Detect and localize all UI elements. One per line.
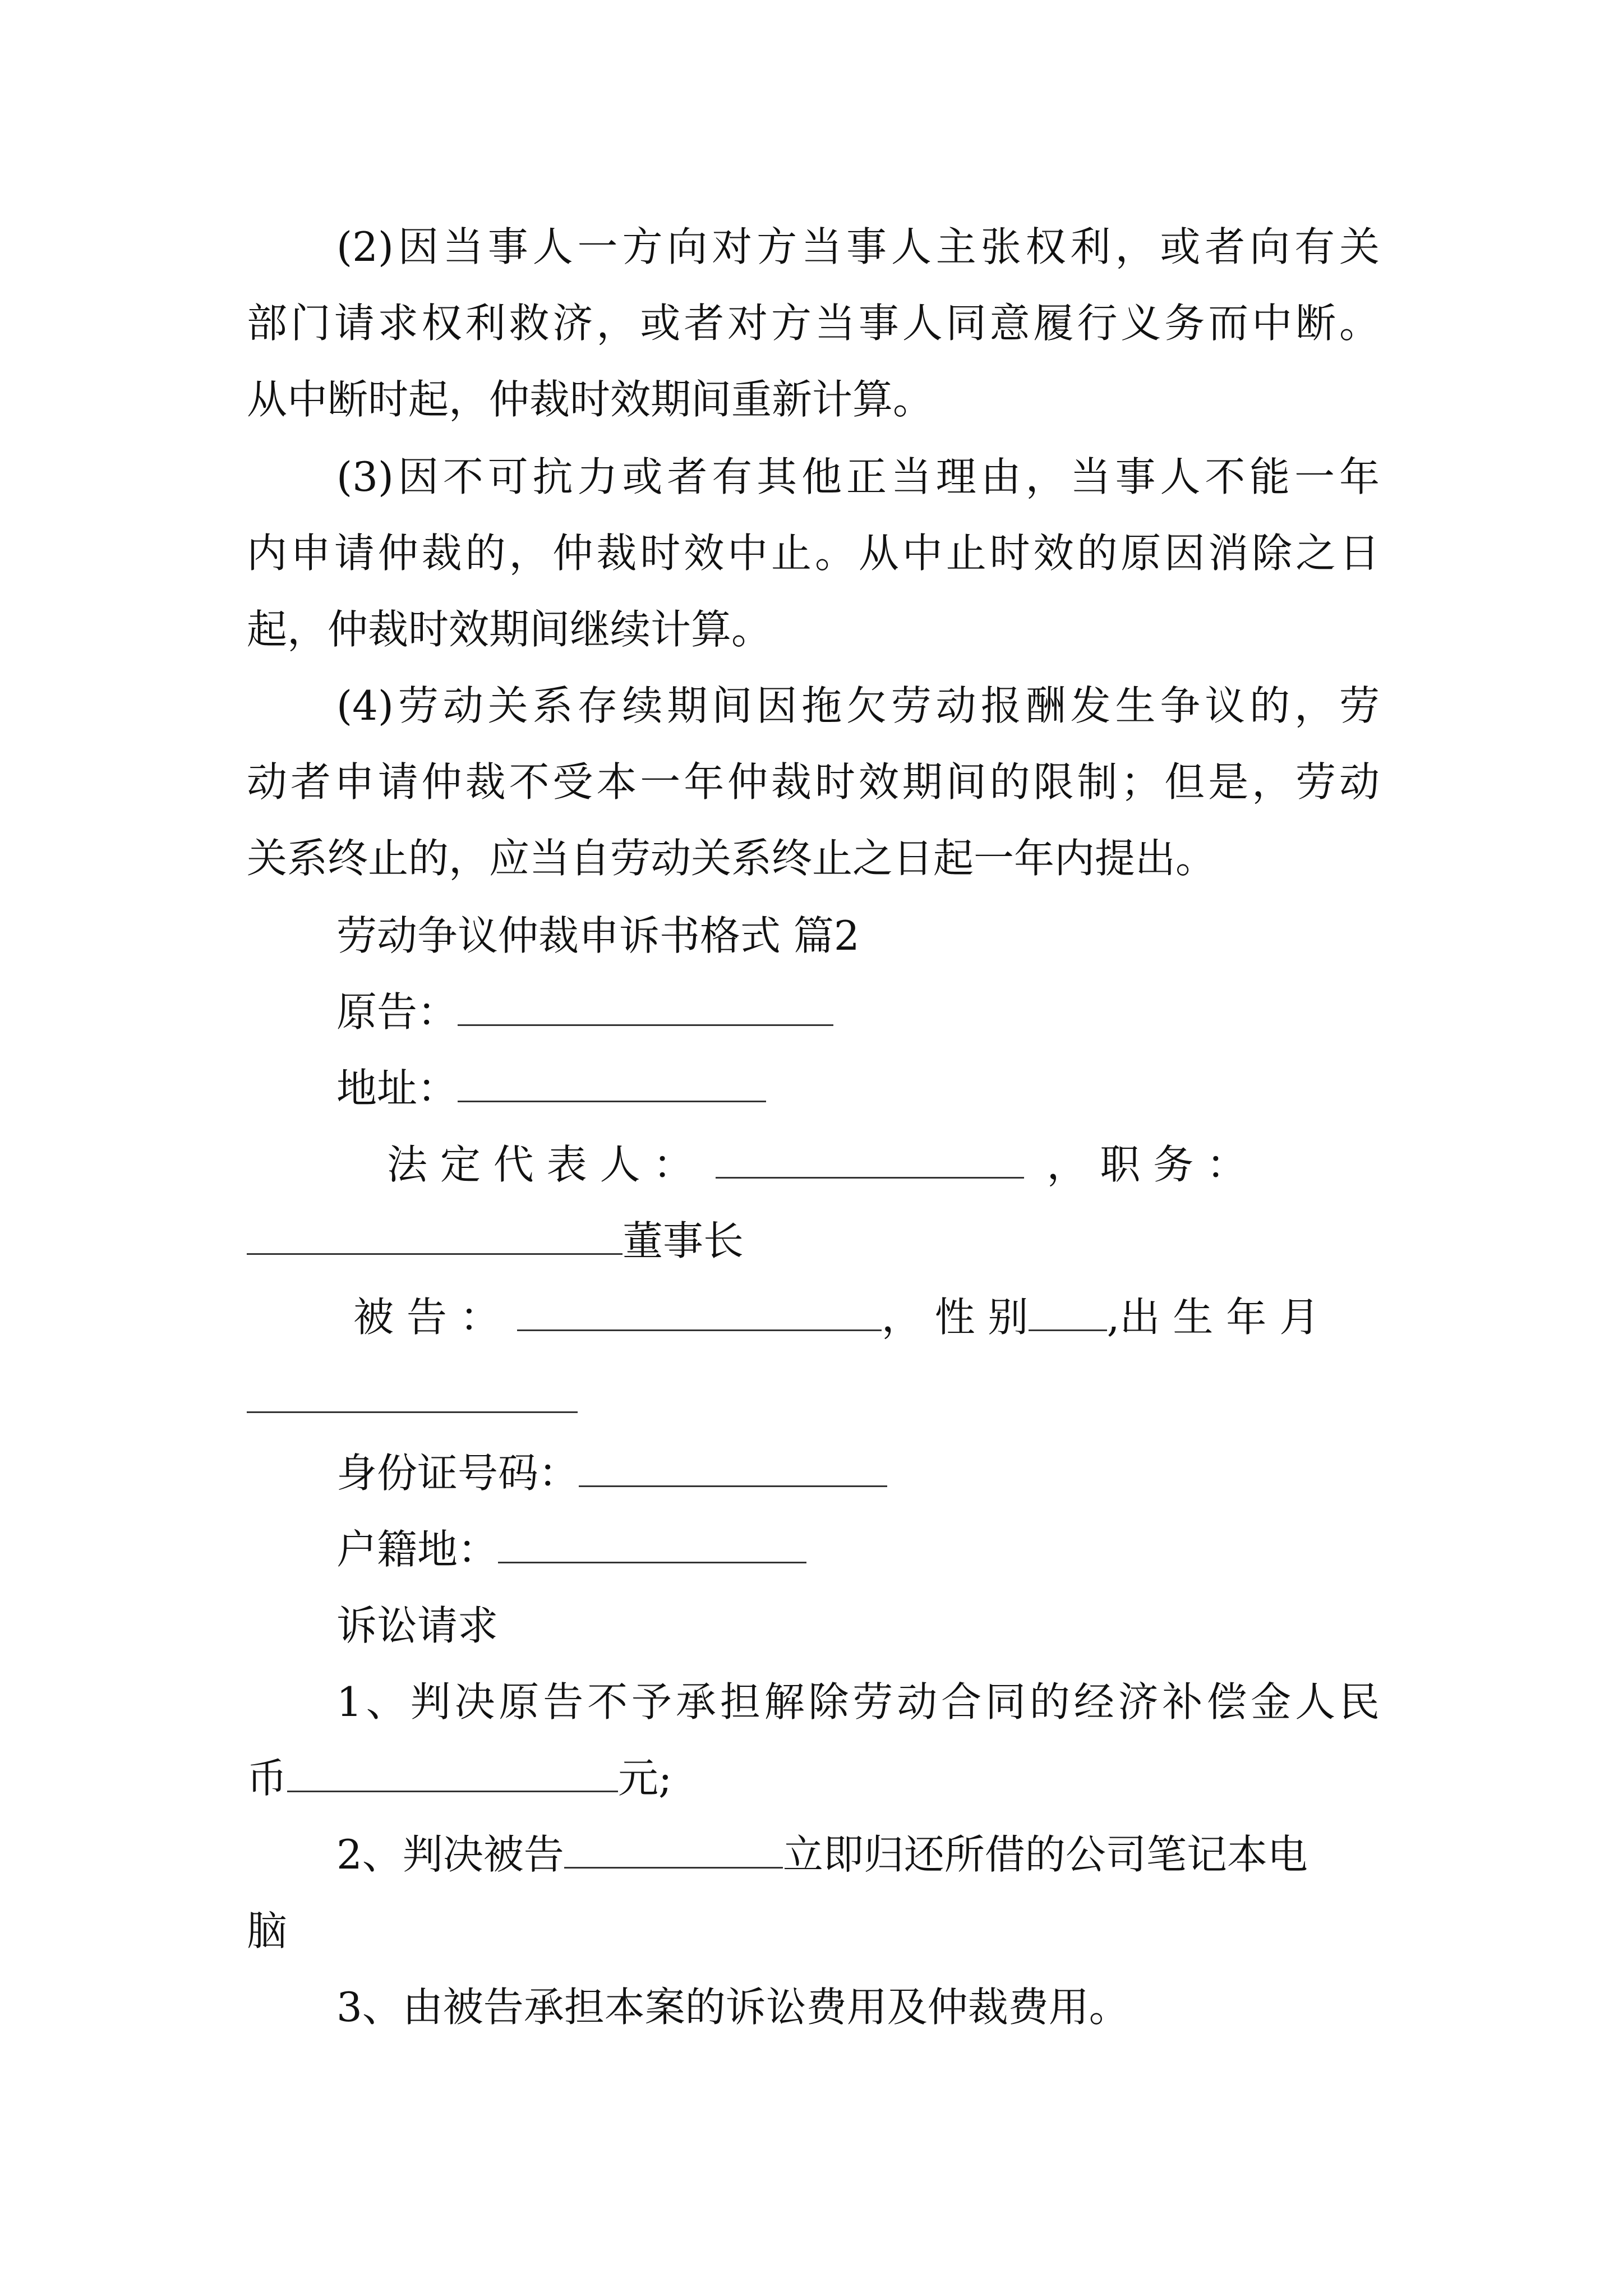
paragraph-4-line-1: (4)劳动关系存续期间因拖欠劳动报酬发生争议的，劳: [336, 682, 1380, 729]
birth-date-blank[interactable]: [247, 1411, 578, 1413]
claim-1-line-2: [247, 1745, 1380, 1812]
gender-label: ， 性 别: [881, 1294, 1029, 1341]
position-value: 董事长: [623, 1217, 744, 1264]
claim-1-prefix: 币: [247, 1755, 288, 1802]
claim-2-suffix: 立即归还所借的公司笔记本电: [782, 1831, 1308, 1878]
id-label: 身份证号码：: [336, 1450, 579, 1497]
section-heading: 劳动争议仲裁申诉书格式 篇2: [336, 912, 860, 959]
claim-3: 3、由被告承担本案的诉讼费用及仲裁费用。: [336, 1984, 1129, 2031]
claim-2-line-1: [336, 1821, 1380, 1888]
position-row: [247, 1207, 1380, 1274]
address-label: 地址：: [336, 1065, 458, 1112]
hukou-row: [336, 1516, 1380, 1583]
claim-1-suffix: 元;: [618, 1755, 672, 1802]
legal-rep-label: 法 定 代 表 人 ：: [387, 1141, 694, 1188]
hukou-label: 户籍地：: [336, 1526, 499, 1573]
paragraph-3-line-1: (3)因不可抗力或者有其他正当理由，当事人不能一年: [336, 453, 1380, 500]
paragraph-4-line-2: 动者申请仲裁不受本一年仲裁时效期间的限制；但是，劳动: [247, 758, 1380, 806]
legal-rep-blank[interactable]: [716, 1140, 1024, 1179]
hukou-blank[interactable]: [498, 1525, 806, 1563]
plaintiff-label: 原告：: [336, 988, 458, 1036]
paragraph-4-line-3: 关系终止的，应当自劳动关系终止之日起一年内提出。: [247, 835, 1216, 882]
claim-1-line-1: 1、判决原告不予承担解除劳动合同的经济补偿金人民: [336, 1678, 1380, 1726]
claim-2-line-2: 脑: [247, 1907, 288, 1954]
claim-1-amount-blank[interactable]: [287, 1754, 618, 1792]
paragraph-2-line-2: 部门请求权利救济，或者对方当事人同意履行义务而中断。: [247, 300, 1380, 347]
id-blank[interactable]: [579, 1448, 887, 1487]
claim-2-blank[interactable]: [564, 1830, 783, 1869]
defendant-blank[interactable]: [517, 1292, 882, 1331]
position-label: ， 职 务 ：: [1046, 1141, 1247, 1188]
claims-heading: 诉讼请求: [336, 1602, 499, 1649]
position-blank[interactable]: [247, 1216, 623, 1255]
legal-rep-row: [387, 1131, 1380, 1198]
plaintiff-blank[interactable]: [458, 987, 833, 1026]
defendant-row: [353, 1283, 1380, 1351]
plaintiff-row: [336, 978, 1380, 1046]
gender-blank[interactable]: [1029, 1292, 1107, 1331]
id-row: [336, 1439, 1380, 1507]
paragraph-2-line-3: 从中断时起，仲裁时效期间重新计算。: [247, 376, 934, 423]
paragraph-2-line-1: (2)因当事人一方向对方当事人主张权利，或者向有关: [336, 223, 1380, 270]
claim-2-prefix: 2、判决被告: [336, 1831, 564, 1878]
paragraph-3-line-3: 起，仲裁时效期间继续计算。: [247, 606, 772, 653]
address-row: [336, 1055, 1380, 1122]
address-blank[interactable]: [458, 1064, 766, 1102]
defendant-label: 被 告 ：: [353, 1294, 500, 1341]
birth-label: ,出 生 年 月: [1106, 1294, 1320, 1341]
paragraph-3-line-2: 内申请仲裁的，仲裁时效中止。从中止时效的原因消除之日: [247, 530, 1380, 577]
